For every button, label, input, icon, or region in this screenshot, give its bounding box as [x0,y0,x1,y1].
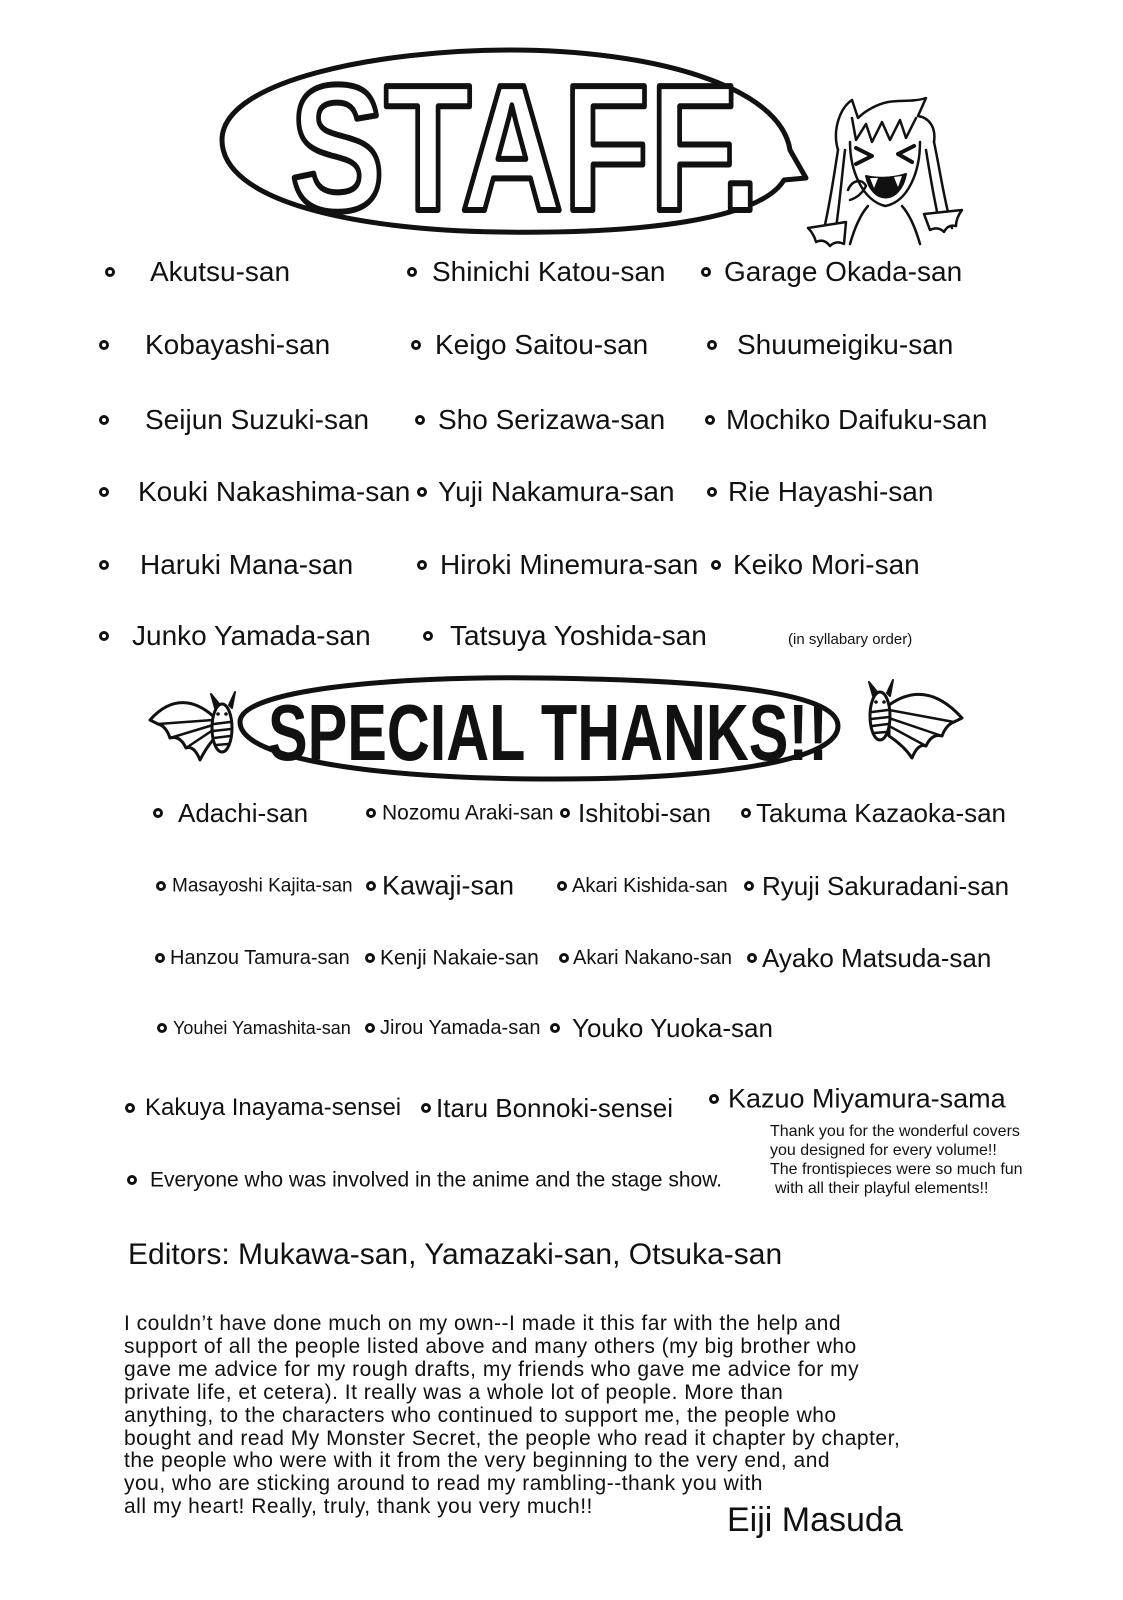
thanks-item [555,1008,773,1048]
staff-name: Rie Hayashi-san [728,476,934,507]
bullet-icon [407,267,417,277]
bullet-icon [705,415,715,425]
thanks-name: Youko Yuoka-san [572,1013,773,1043]
message-line: private life, et cetera). It really was a whole lot of people. More than [124,1380,784,1404]
note-line: with all their playful elements!! [775,1180,989,1197]
message-line: you, who are sticking around to read my rambling--thank you with [124,1472,763,1496]
thanks-item [132,1160,723,1200]
bullet-icon [707,487,717,497]
thanks-name: Kazuo Miyamura-sama [728,1083,1006,1114]
thanks-item [371,866,515,906]
thanks-item [160,938,350,978]
closed-eye-right [898,146,914,162]
thanks-name: Akari Nakano-san [573,947,732,969]
thanks-name: Kakuya Inayama-sensei [145,1094,402,1121]
staff-name: Keiko Mori-san [733,549,920,580]
bullet-icon [366,881,376,891]
bullet-icon [99,415,109,425]
bullet-icon [417,560,427,570]
staff-item [420,400,666,440]
bullet-icon [153,808,163,818]
thanks-name: Nozomu Araki-san [382,801,554,825]
message-line: all my heart! Really, truly, thank you very much!! [124,1495,593,1519]
thanks-name: Itaru Bonnoki-sensei [436,1093,674,1123]
message-line: support of all the people listed above and many others (my big brother who [124,1334,857,1358]
thanks-name: Kawaji-san [382,870,515,901]
bullet-icon [701,267,711,277]
bullet-icon [105,267,115,277]
bullet-icon [411,340,421,350]
staff-name: Keigo Saitou-san [435,329,649,360]
bullet-icon [365,1023,375,1033]
order-note: (in syllabary order) [788,631,913,648]
staff-name: Tatsuya Yoshida-san [450,620,707,651]
special-thanks-banner [240,678,838,779]
thanks-name: Kenji Nakaie-san [380,946,539,970]
staff-item [416,325,649,365]
thanks-item [161,866,353,906]
staff-name: Kobayashi-san [145,329,331,360]
bat-icon [869,680,962,758]
bullet-icon [560,808,570,818]
bullet-icon [366,808,376,818]
staff-title: STAFF. [290,48,760,249]
thanks-name: Hanzou Tamura-san [170,947,350,969]
bullet-icon [557,881,567,891]
staff-name: Junko Yamada-san [132,620,371,651]
afterword-message [124,1313,900,1519]
thanks-name: Masayoshi Kajita-san [172,875,353,897]
staff-item [104,545,354,585]
bullet-icon [709,1094,719,1104]
author-signature: Eiji Masuda [727,1501,903,1539]
thanks-everyone: Everyone who was involved in the anime and the stage show. [150,1168,723,1192]
staff-name: Garage Okada-san [724,256,963,287]
staff-item [716,545,920,585]
thanks-item [565,793,711,833]
staff-name: Sho Serizawa-san [438,404,666,435]
bullet-icon [127,1175,137,1185]
laughing-mouth [866,174,906,198]
character-illustration [808,98,962,246]
closed-eye-left [856,148,872,164]
thanks-item [130,1088,402,1128]
bullet-icon [365,953,375,963]
staff-name: Hiroki Minemura-san [440,549,699,580]
staff-item [412,252,666,292]
staff-item [104,400,370,440]
bullet-icon [417,487,427,497]
bullet-icon [99,631,109,641]
special-thanks-title: SPECIAL THANKS!! [268,688,828,777]
staff-item [706,252,963,292]
staff-name: Shinichi Katou-san [432,256,666,287]
bullet-icon [99,340,109,350]
thanks-item [562,866,728,906]
staff-name: Shuumeigiku-san [737,329,954,360]
thanks-item [752,938,992,978]
bullet-icon [550,1023,560,1033]
thanks-item [746,793,1007,833]
bullet-icon [559,953,569,963]
bullet-icon [155,953,165,963]
note-line: The frontispieces were so much fun [770,1161,1023,1178]
staff-name: Kouki Nakashima-san [138,476,411,507]
thanks-name: Ayako Matsuda-san [762,943,992,973]
thanks-item [564,938,732,978]
bullet-icon [157,1023,167,1033]
thanks-item [158,793,309,833]
staff-item [710,400,988,440]
staff-item [712,325,954,365]
bullet-icon [747,953,757,963]
message-line: I couldn’t have done much on my own--I made it this far with the help and [124,1312,842,1335]
note-line: you designed for every volume!! [770,1142,997,1159]
bullet-icon [707,340,717,350]
staff-item [104,472,411,512]
staff-name: Seijun Suzuki-san [145,404,370,435]
bullet-icon [421,1103,431,1113]
bullet-icon [99,487,109,497]
staff-item [104,616,371,656]
bullet-icon [741,808,751,818]
thanks-name: Adachi-san [178,798,309,828]
thanks-item [370,1008,541,1048]
staff-item [712,472,934,512]
message-line: anything, to the characters who continued to support me, the people who [124,1403,837,1427]
thanks-item [371,793,554,833]
staff-name: Haruki Mana-san [140,549,354,580]
staff-name: Yuji Nakamura-san [438,476,675,507]
message-line: the people who were with it from the very beginning to the very end, and [124,1449,831,1473]
thanks-name: Takuma Kazaoka-san [756,798,1007,828]
editors-line: Editors: Mukawa-san, Yamazaki-san, Otsuka-san [128,1238,783,1271]
thanks-name: Ryuji Sakuradani-san [762,871,1010,901]
staff-name: Mochiko Daifuku-san [726,404,988,435]
bullet-icon [744,881,754,891]
message-line: bought and read My Monster Secret, the people who read it chapter by chapter, [124,1426,901,1450]
note-line: Thank you for the wonderful covers [770,1123,1020,1140]
thanks-item [162,1008,351,1048]
staff-item [104,325,331,365]
staff-item [422,472,675,512]
thanks-name: Ishitobi-san [578,798,711,828]
thanks-name: Youhei Yamashita-san [173,1018,351,1038]
thanks-item [426,1088,674,1128]
staff-item [422,545,699,585]
staff-title-bubble [222,48,806,249]
thanks-item [370,938,539,978]
bullet-icon [415,415,425,425]
thanks-item [749,866,1010,906]
miyamura-note [770,1122,1023,1198]
staff-item [428,616,707,656]
thanks-item [714,1079,1006,1119]
staff-item [110,252,291,292]
thanks-name: Jirou Yamada-san [380,1017,541,1039]
message-line: gave me advice for my rough drafts, my friends who gave me advice for my [124,1357,860,1381]
thanks-name: Akari Kishida-san [572,875,728,897]
bullet-icon [125,1103,135,1113]
bullet-icon [423,631,433,641]
bat-icon [150,692,235,760]
bullet-icon [711,560,721,570]
bullet-icon [99,560,109,570]
bullet-icon [156,881,166,891]
staff-name: Akutsu-san [150,256,291,287]
